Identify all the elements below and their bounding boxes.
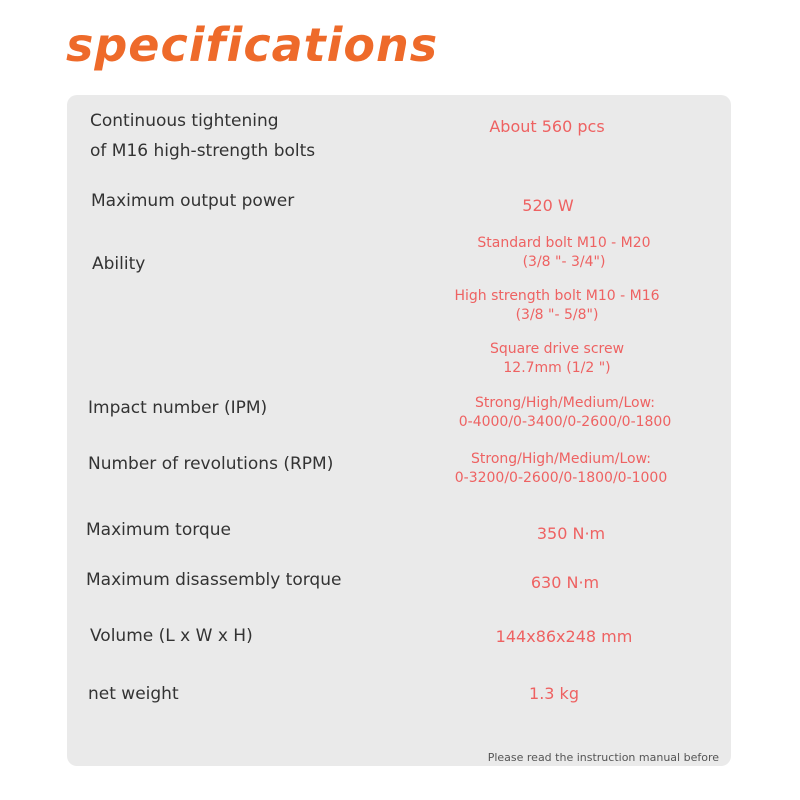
- spec-value-max-disassembly-torque: 630 N·m: [530, 573, 600, 592]
- spec-label-net-weight: net weight: [88, 684, 179, 704]
- spec-label-volume: Volume (L x W x H): [90, 626, 253, 646]
- spec-value-ability-high-strength-bolt: High strength bolt M10 - M16 (3/8 "- 5/8"): [454, 288, 660, 323]
- spec-label-ability: Ability: [92, 254, 146, 274]
- spec-value-continuous-tightening: About 560 pcs: [489, 117, 605, 136]
- specifications-panel: [67, 95, 731, 766]
- spec-label-continuous-tightening: Continuous tightening of M16 high-strength bolts: [90, 111, 316, 161]
- spec-value-ability-standard-bolt: Standard bolt M10 - M20 (3/8 "- 3/4"): [477, 235, 651, 270]
- spec-value-volume: 144x86x248 mm: [495, 627, 633, 646]
- spec-value-max-torque: 350 N·m: [536, 524, 606, 543]
- spec-value-revolutions: Strong/High/Medium/Low: 0-3200/0-2600/0-1800/0-1000: [454, 451, 668, 486]
- spec-value-impact-number: Strong/High/Medium/Low: 0-4000/0-3400/0-2600/0-1800: [458, 395, 672, 430]
- spec-label-impact-number: Impact number (IPM): [88, 398, 268, 418]
- footnote: Please read the instruction manual before: [487, 751, 719, 764]
- spec-label-revolutions: Number of revolutions (RPM): [88, 454, 334, 474]
- spec-label-max-torque: Maximum torque: [86, 520, 231, 540]
- spec-value-ability-square-drive-screw: Square drive screw 12.7mm (1/2 "): [489, 341, 625, 376]
- spec-value-max-output-power: 520 W: [522, 196, 574, 215]
- page-title: specifications: [66, 18, 439, 72]
- spec-value-net-weight: 1.3 kg: [529, 684, 579, 703]
- spec-label-max-output-power: Maximum output power: [91, 191, 295, 211]
- spec-label-max-disassembly-torque: Maximum disassembly torque: [86, 570, 342, 590]
